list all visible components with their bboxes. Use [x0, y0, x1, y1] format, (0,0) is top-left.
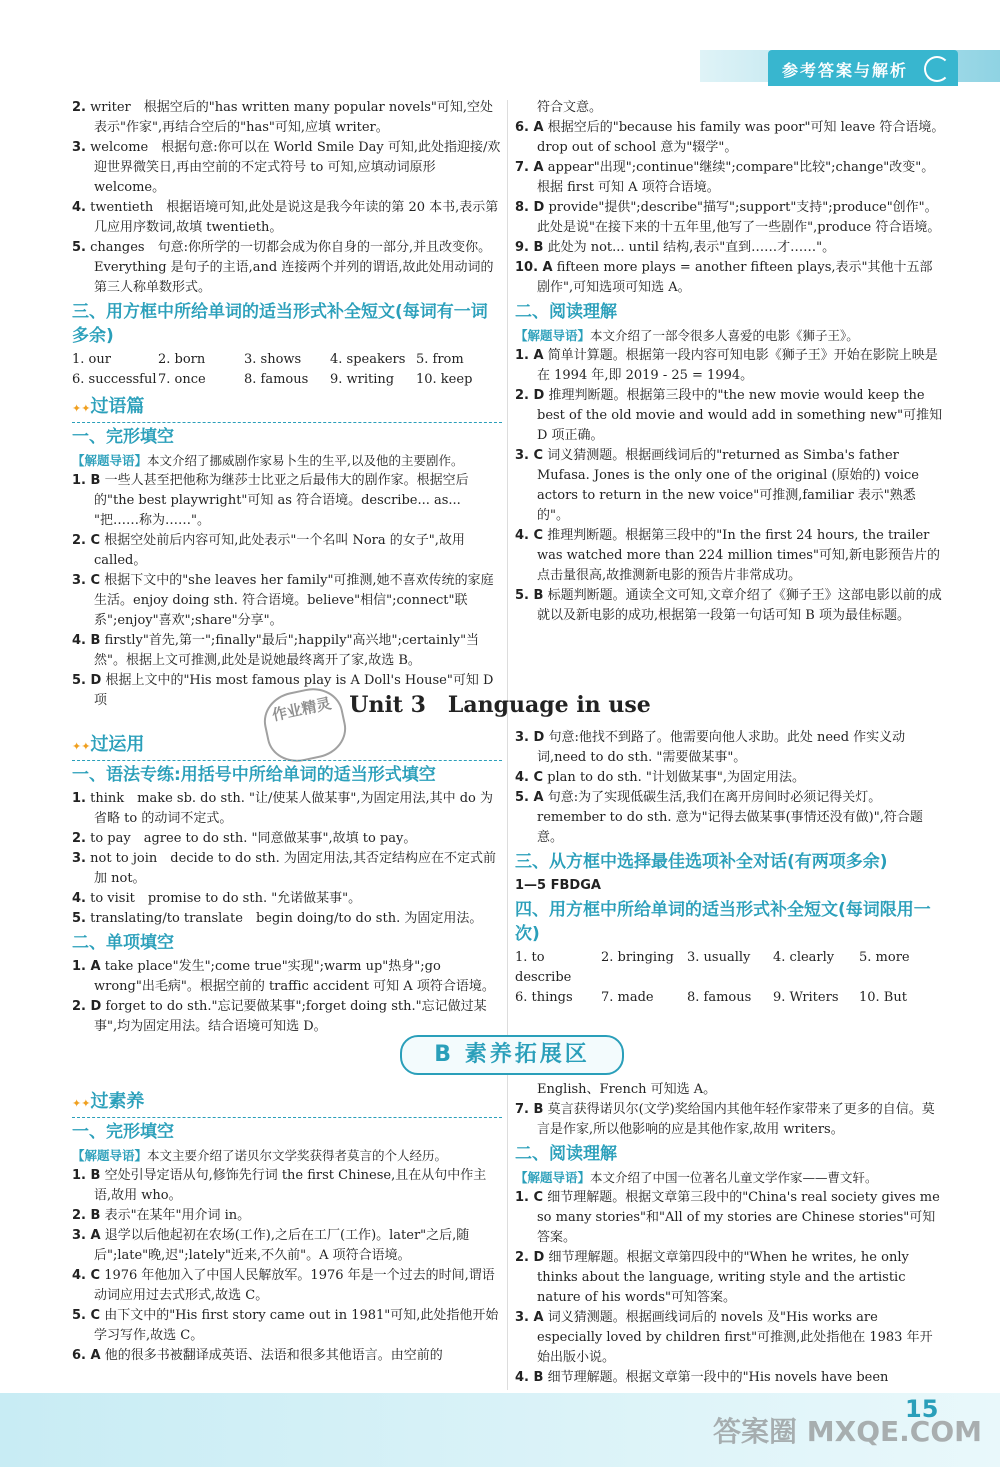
answer-number: 3.	[72, 851, 86, 866]
section-heading: 一、完形填空	[72, 1122, 174, 1142]
hint-block	[515, 326, 945, 346]
answer-number: 4. C	[72, 1268, 101, 1283]
cloze-list	[515, 1100, 945, 1140]
grid-answer: 7. made	[601, 990, 654, 1005]
answer-number: 3. C	[515, 448, 544, 463]
grid-answer: 3. usually	[687, 950, 751, 965]
zone-label: B 素养拓展区	[434, 1042, 590, 1067]
grid-answer: 8. famous	[687, 990, 752, 1005]
cloze-list	[72, 1166, 502, 1366]
answer-item	[515, 728, 945, 768]
answer-item	[72, 789, 502, 829]
column-divider	[507, 100, 508, 1390]
answer-text: forget to do sth."忘记要做某事";forget doing sth."忘记做过某事",均为固定用法。结合语境可知选 D。	[94, 999, 487, 1034]
answer-item	[72, 1346, 502, 1366]
answer-number: 6. A	[72, 1348, 101, 1363]
phase-heading: ✦✦ 过素养	[72, 1089, 502, 1118]
grid-answer: 6. things	[515, 990, 573, 1005]
answer-text: 由下文中的"His first story came out in 1981"可知,此处指他开始学习写作,故选 C。	[94, 1308, 499, 1343]
answer-text: 根据空后的"because his family was poor"可知 leave 符合语境。drop out of school 意为"辍学"。	[537, 120, 945, 155]
answer-item	[72, 631, 502, 671]
answer-text: not to join decide to do sth. 为固定用法,其否定结构应在不定式前加 not。	[90, 851, 496, 886]
grid-answer: 10. But	[859, 990, 907, 1005]
answer-number: 5.	[72, 240, 86, 255]
answer-text: 细节理解题。根据文章第一段中的"His novels have been	[547, 1370, 889, 1385]
answer-item	[515, 586, 945, 626]
answer-item	[515, 346, 945, 386]
answer-item	[72, 238, 502, 298]
grid-answer: 1. our	[72, 352, 111, 367]
answer-text: to visit promise to do sth. "允诺做某事"。	[90, 891, 362, 906]
continued-text: 符合文意。	[537, 100, 603, 115]
answer-number: 3. D	[515, 730, 545, 745]
right-column-bottom	[515, 1080, 945, 1388]
answer-text: 句意:他找不到路了。他需要向他人求助。此处 need 作实义动词,need to do sth. "需要做某事"。	[537, 730, 906, 765]
answer-number: 2.	[72, 100, 86, 115]
answer-text: 退学以后他起初在农场(工作),之后在工厂(工作)。later"之后,随后";late"晚,迟";lately"近来,不久前"。A 项符合语境。	[94, 1228, 470, 1263]
grid-answer: 5. more	[859, 950, 910, 965]
answer-number: 5. D	[72, 673, 102, 688]
cloze-list	[72, 471, 502, 711]
answer-text: provide"提供";describe"描写";support"支持";produce"创作"。此处是说"在接下来的十五年里,他写了一些剧作",produce 符合语境。	[537, 200, 941, 235]
answer-text: 莫言获得诺贝尔(文学)奖给国内其他年轻作家带来了更多的自信。莫言是作家,所以他影响的应是其他作家,故用 writers。	[537, 1102, 935, 1137]
answer-grid	[515, 948, 945, 1008]
reading-list	[515, 1188, 945, 1388]
answer-number: 1. B	[72, 1168, 101, 1183]
answer-number: 7. A	[515, 160, 544, 175]
section-heading: 三、从方框中选择最佳选项补全对话(有两项多余)	[515, 852, 888, 872]
answer-number: 1.	[72, 791, 86, 806]
answer-number: 5.	[72, 911, 86, 926]
section-heading: 二、单项填空	[72, 933, 174, 953]
answer-text: think make sb. do sth. "让/使某人做某事",为固定用法,其中 do 为省略 to 的动词不定式。	[90, 791, 493, 826]
grid-answer: 3. shows	[244, 352, 302, 367]
answer-text: changes 句意:你所学的一切都会成为你自身的一部分,并且改变你。Everything 是句子的主语,and 连接两个并列的谓语,故此处用动词的第三人称单数形式。	[90, 240, 494, 295]
answer-item	[72, 198, 502, 238]
answer-number: 5. C	[72, 1308, 101, 1323]
right-column-top	[515, 98, 945, 626]
hint-tag: 【解题导语】	[515, 1170, 591, 1185]
answer-item	[515, 238, 945, 258]
answer-item	[515, 158, 945, 198]
answer-text: 词义猜测题。根据画线词后的"returned as Simba's father Mufasa. Jones is the only one of the original (原始的) voice actors to return in the new voice"可推测,familiar 表示"熟悉的"。	[537, 448, 919, 523]
answer-item	[515, 118, 945, 158]
answer-text: 推理判断题。根据第三段中的"the new movie would keep the best of the old movie and would add in something new"可推知 D 项正确。	[537, 388, 943, 443]
hint-tag: 【解题导语】	[72, 1148, 148, 1163]
answer-number: 2. D	[515, 1250, 545, 1265]
answer-text: welcome 根据句意:你可以在 World Smile Day 可知,此处指迎接/欢迎世界微笑日,再由空前的不定式符号 to 可知,应填动词原形 welcome。	[90, 140, 501, 195]
answer-item	[515, 1100, 945, 1140]
answer-text: 空处引导定语从句,修饰先行词 the first Chinese,且在从句中作主语,故用 who。	[94, 1168, 487, 1203]
section-heading: 三、用方框中所给单词的适当形式补全短文(每词有一词多余)	[72, 302, 488, 346]
right-column-middle	[515, 728, 945, 1008]
hint-text: 本文介绍了一部令很多人喜爱的电影《狮子王》。	[590, 328, 859, 343]
answer-text: 根据空处前后内容可知,此处表示"一个名叫 Nora 的女子",故用 called。	[94, 533, 465, 568]
answer-item	[72, 1166, 502, 1206]
watermark: 答案圈 MXQE.COM	[713, 1415, 982, 1448]
left-column-top	[72, 98, 502, 711]
hint-tag: 【解题导语】	[515, 328, 591, 343]
answer-text: 他的很多书被翻译成英语、法语和很多其他语言。由空前的	[104, 1348, 443, 1363]
phase-heading: ✦✦ 过运用	[72, 732, 502, 761]
left-column-middle	[72, 728, 502, 1037]
answer-item	[515, 1368, 945, 1388]
answer-item	[72, 997, 502, 1037]
answer-number: 1. C	[515, 1190, 544, 1205]
answer-item	[515, 446, 945, 526]
answer-number: 10. A	[515, 260, 553, 275]
zone-banner	[400, 1035, 624, 1075]
answer-text: twentieth 根据语境可知,此处是说这是我今年读的第 20 本书,表示第几应用序数词,故填 twentieth。	[90, 200, 499, 235]
answer-item	[72, 1206, 502, 1226]
hint-block	[515, 1168, 945, 1188]
stamp-logo: 作业精灵	[259, 682, 352, 767]
grammar-list	[72, 789, 502, 929]
answer-text: 细节理解题。根据文章第四段中的"When he writes, he only thinks about the language, writing style and the artistic nature of his words"可知答案。	[537, 1250, 909, 1305]
hint-text: 本文主要介绍了诺贝尔文学奖获得者莫言的个人经历。	[147, 1148, 448, 1163]
answer-item	[72, 98, 502, 138]
answer-number: 2. D	[72, 999, 102, 1014]
answer-item	[72, 138, 502, 198]
answer-item	[72, 1226, 502, 1266]
answer-item	[515, 768, 945, 788]
answer-text: firstly"首先,第一";finally"最后";happily"高兴地";certainly"当然"。根据上文可推测,此处是说她最终离开了家,故选 B。	[94, 633, 480, 668]
hint-block	[72, 1146, 502, 1166]
answer-item	[515, 258, 945, 298]
answer-text: 句意:为了实现低碳生活,我们在离开房间时必须记得关灯。remember to do sth. 意为"记得去做某事(事情还没有做)",符合题意。	[537, 790, 923, 845]
left-column-bottom	[72, 1085, 502, 1366]
answer-text: 表示"在某年"用介词 in。	[104, 1208, 251, 1223]
answer-item	[515, 526, 945, 586]
grid-answer: 6. successful	[72, 372, 157, 387]
answer-text: 根据下文中的"she leaves her family"可推测,她不喜欢传统的家庭生活。enjoy doing sth. 符合语境。believe"相信";connect"联系";enjoy"喜欢";share"分享"。	[94, 573, 494, 628]
answer-number: 4. B	[515, 1370, 544, 1385]
answer-item	[72, 829, 502, 849]
answer-item	[72, 957, 502, 997]
answer-item	[72, 849, 502, 889]
mc-list	[72, 957, 502, 1037]
answer-text: 简单计算题。根据第一段内容可知电影《狮子王》开始在影院上映是在 1994 年,即 2019 - 25 = 1994。	[537, 348, 938, 383]
answer-item	[515, 1308, 945, 1368]
hint-text: 本文介绍了挪威剧作家易卜生的生平,以及他的主要剧作。	[147, 453, 464, 468]
answer-number: 7. B	[515, 1102, 544, 1117]
grid-answer: 5. from	[416, 352, 464, 367]
continued-text: English、French 可知选 A。	[537, 1082, 717, 1097]
answer-text: take place"发生";come true"实现";warm up"热身";go wrong"出毛病"。根据空前的 traffic accident 可知 A 项符合语境。	[94, 959, 495, 994]
answer-item	[72, 531, 502, 571]
section-heading: 一、语法专练:用括号中所给单词的适当形式填空	[72, 765, 436, 785]
answer-item	[515, 1188, 945, 1248]
answer-number: 4. C	[515, 770, 544, 785]
answer-text: translating/to translate begin doing/to do sth. 为固定用法。	[90, 911, 483, 926]
answer-number: 5. B	[515, 588, 544, 603]
answer-text: 根据上文中的"His most famous play is A Doll's House"可知 D 项	[94, 673, 494, 708]
answer-text: 词义猜测题。根据画线词后的 novels 及"His works are especially loved by children first"可推测,此处指他在 1983 年开始出版小说。	[537, 1310, 933, 1365]
answer-number: 2. D	[515, 388, 545, 403]
answer-number: 4. B	[72, 633, 101, 648]
section-heading: 二、阅读理解	[515, 1144, 617, 1164]
hint-text: 本文介绍了中国一位著名儿童文学作家——曹文轩。	[590, 1170, 878, 1185]
answer-grid	[72, 350, 502, 390]
answer-number: 8. D	[515, 200, 545, 215]
answer-text: 1976 年他加入了中国人民解放军。1976 年是一个过去的时间,谓语动词应用过去式形式,故选 C。	[94, 1268, 495, 1303]
grid-answer: 9. Writers	[773, 990, 839, 1005]
answer-text: 推理判断题。根据第三段中的"In the first 24 hours, the trailer was watched more than 224 million times"可知,新电影预告片的点击量很高,故推测新电影的预告片非常成功。	[537, 528, 941, 583]
answer-text: appear"出现";continue"继续";compare"比较";change"改变"。根据 first 可知 A 项符合语境。	[537, 160, 935, 195]
swirl-icon	[924, 56, 950, 82]
answer-text: 一些人甚至把他称为继莎士比亚之后最伟大的剧作家。根据空后的"the best playwright"可知 as 符合语境。describe... as... "把……称为……"。	[94, 473, 469, 528]
answer-number: 4.	[72, 200, 86, 215]
section-heading: 二、阅读理解	[515, 302, 617, 322]
answer-number: 3.	[72, 140, 86, 155]
answer-text: 此处为 not... until 结构,表示"直到……才……"。	[547, 240, 836, 255]
answer-number: 6. A	[515, 120, 544, 135]
section-heading: 四、用方框中所给单词的适当形式补全短文(每词限用一次)	[515, 900, 931, 944]
grid-answer: 2. bringing	[601, 950, 674, 965]
answer-number: 3. C	[72, 573, 101, 588]
answer-number: 1. A	[515, 348, 544, 363]
answer-text: 标题判断题。通读全文可知,文章介绍了《狮子王》这部电影以前的成就以及新电影的成功,根据第一段第一句话可知 B 项为最佳标题。	[537, 588, 942, 623]
grid-answer: 4. speakers	[330, 352, 406, 367]
answer-item	[515, 198, 945, 238]
answer-text: to pay agree to do sth. "同意做某事",故填 to pay。	[90, 831, 417, 846]
answer-number: 2. B	[72, 1208, 101, 1223]
answer-item	[515, 1248, 945, 1308]
reading-list	[515, 346, 945, 626]
answer-text: fifteen more plays = another fifteen plays,表示"其他十五部剧作",可知选项可知选 A。	[537, 260, 933, 295]
section-heading: 一、完形填空	[72, 427, 174, 447]
answer-number: 4.	[72, 891, 86, 906]
answer-number: 3. A	[72, 1228, 101, 1243]
answer-item	[72, 889, 502, 909]
grid-answer: 10. keep	[416, 372, 473, 387]
answer-item	[72, 1306, 502, 1346]
grid-answer: 2. born	[158, 352, 206, 367]
answer-number: 4. C	[515, 528, 544, 543]
grid-answer: 8. famous	[244, 372, 309, 387]
header-title: 参考答案与解析	[782, 61, 909, 80]
answer-number: 1. A	[72, 959, 101, 974]
answer-number: 2. C	[72, 533, 101, 548]
right1-item-list	[515, 118, 945, 298]
hint-block	[72, 451, 502, 471]
answer-text: plan to do sth. "计划做某事",为固定用法。	[547, 770, 806, 785]
grid-answer: 1. to describe	[515, 950, 572, 985]
page-number: 15	[905, 1395, 939, 1423]
answer-item	[72, 909, 502, 929]
answer-item	[72, 471, 502, 531]
grid-answer: 4. clearly	[773, 950, 835, 965]
answer-number: 1. B	[72, 473, 101, 488]
grid-answer: 9. writing	[330, 372, 395, 387]
hint-tag: 【解题导语】	[72, 453, 148, 468]
answer-number: 9. B	[515, 240, 544, 255]
answer-item	[515, 386, 945, 446]
answer-text: writer 根据空后的"has written many popular novels"可知,空处表示"作家",再结合空后的"has"可知,应填 writer。	[90, 100, 494, 135]
answer-number: 3. A	[515, 1310, 544, 1325]
answer-number: 2.	[72, 831, 86, 846]
answer-item	[515, 788, 945, 848]
mc-list	[515, 728, 945, 848]
answer-item	[72, 1266, 502, 1306]
grid-answer: 7. once	[158, 372, 206, 387]
page-header	[0, 0, 1000, 80]
answer-text: 细节理解题。根据文章第三段中的"China's real society gives me so many stories"和"All of my stories are Chinese stories"可知答案。	[537, 1190, 940, 1245]
unit-title: Unit 3 Language in use	[349, 692, 651, 718]
dialog-answer: 1—5 FBDGA	[515, 878, 601, 893]
answer-number: 5. A	[515, 790, 544, 805]
phase-heading: ✦✦ 过语篇	[72, 394, 502, 423]
answer-item	[72, 571, 502, 631]
left1-item-list	[72, 98, 502, 298]
